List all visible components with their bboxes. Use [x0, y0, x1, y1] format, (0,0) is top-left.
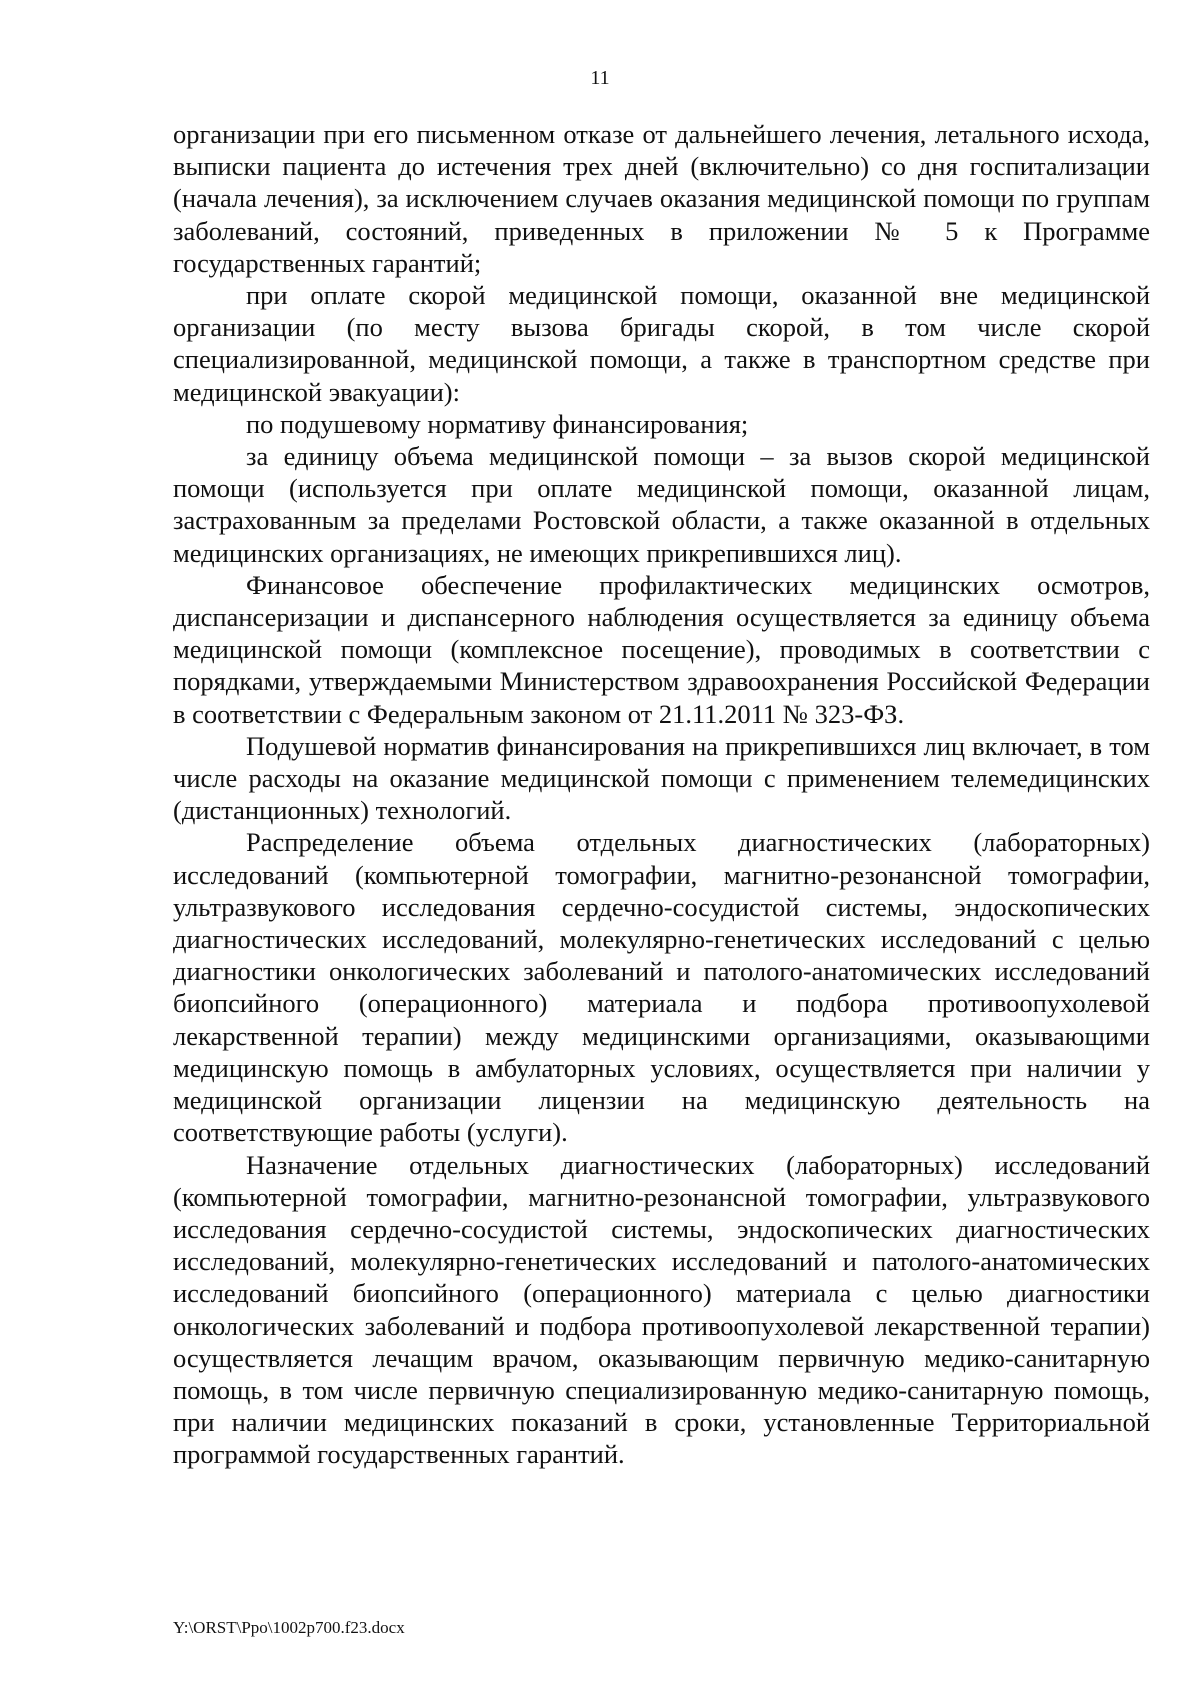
- paragraph-8: Назначение отдельных диагностических (лабораторных) исследований (компьютерной томографии, магнитно-резонансной томографии, ультразвукового исследования сердечно-сосудистой системы, эндоскопических диагностических исследований, молекулярно-генетических исследований и патолого-анатомических исследований биопсийного (операционного) материала с целью диагностики онкологических заболеваний и подбора противоопухолевой лекарственной терапии) осуществляется лечащим врачом, оказывающим первичную медико-санитарную помощь, в том числе первичную специализированную медико-санитарную помощь, при наличии медицинских показаний в сроки, установленные Территориальной программой государственных гарантий.: [173, 1149, 1150, 1470]
- page-number: 11: [590, 67, 610, 89]
- paragraph-1: организации при его письменном отказе от дальнейшего лечения, летального исхода, выписки пациента до истечения трех дней (включительно) со дня госпитализации (начала лечения), за исключением случаев оказания медицинской помощи по группам заболеваний, состояний, приведенных в приложении № 5 к Программе государственных гарантий;: [173, 119, 1150, 278]
- paragraph-7: Распределение объема отдельных диагностических (лабораторных) исследований (компьютерной томографии, магнитно-резонансной томографии, ультразвукового исследования сердечно-сосудистой системы, эндоскопических диагностических исследований, молекулярно-генетических исследований с целью диагностики онкологических заболеваний и патолого-анатомических исследований биопсийного (операционного) материала и подбора противоопухолевой лекарственной терапии) между медицинскими организациями, оказывающими медицинскую помощь в амбулаторных условиях, осуществляется при наличии у медицинской организации лицензии на медицинскую деятельность на соответствующие работы (услуги).: [173, 827, 1150, 1148]
- paragraph-3: по подушевому нормативу финансирования;: [246, 408, 749, 439]
- footer-file-path: Y:\ORST\Ppo\1002p700.f23.docx: [173, 1618, 405, 1637]
- paragraph-6: Подушевой норматив финансирования на прикрепившихся лиц включает, в том числе расходы на оказание медицинской помощи с применением телемедицинских (дистанционных) технологий.: [173, 730, 1150, 826]
- document-body: [173, 118, 1150, 1471]
- paragraph-5: Финансовое обеспечение профилактических медицинских осмотров, диспансеризации и диспансерного наблюдения осуществляется за единицу объема медицинской помощи (комплексное посещение), проводимых в соответствии с порядками, утверждаемыми Министерством здравоохранения Российской Федерации в соответствии с Федеральным законом от 21.11.2011 № 323-ФЗ.: [173, 569, 1150, 729]
- paragraph-2: при оплате скорой медицинской помощи, оказанной вне медицинской организации (по месту вызова бригады скорой, в том числе скорой специализированной, медицинской помощи, а также в транспортном средстве при медицинской эвакуации):: [173, 280, 1150, 407]
- paragraph-4: за единицу объема медицинской помощи – за вызов скорой медицинской помощи (используется при оплате медицинской помощи, оказанной лицам, застрахованным за пределами Ростовской области, а также оказанной в отдельных медицинских организациях, не имеющих прикрепившихся лиц).: [173, 441, 1150, 568]
